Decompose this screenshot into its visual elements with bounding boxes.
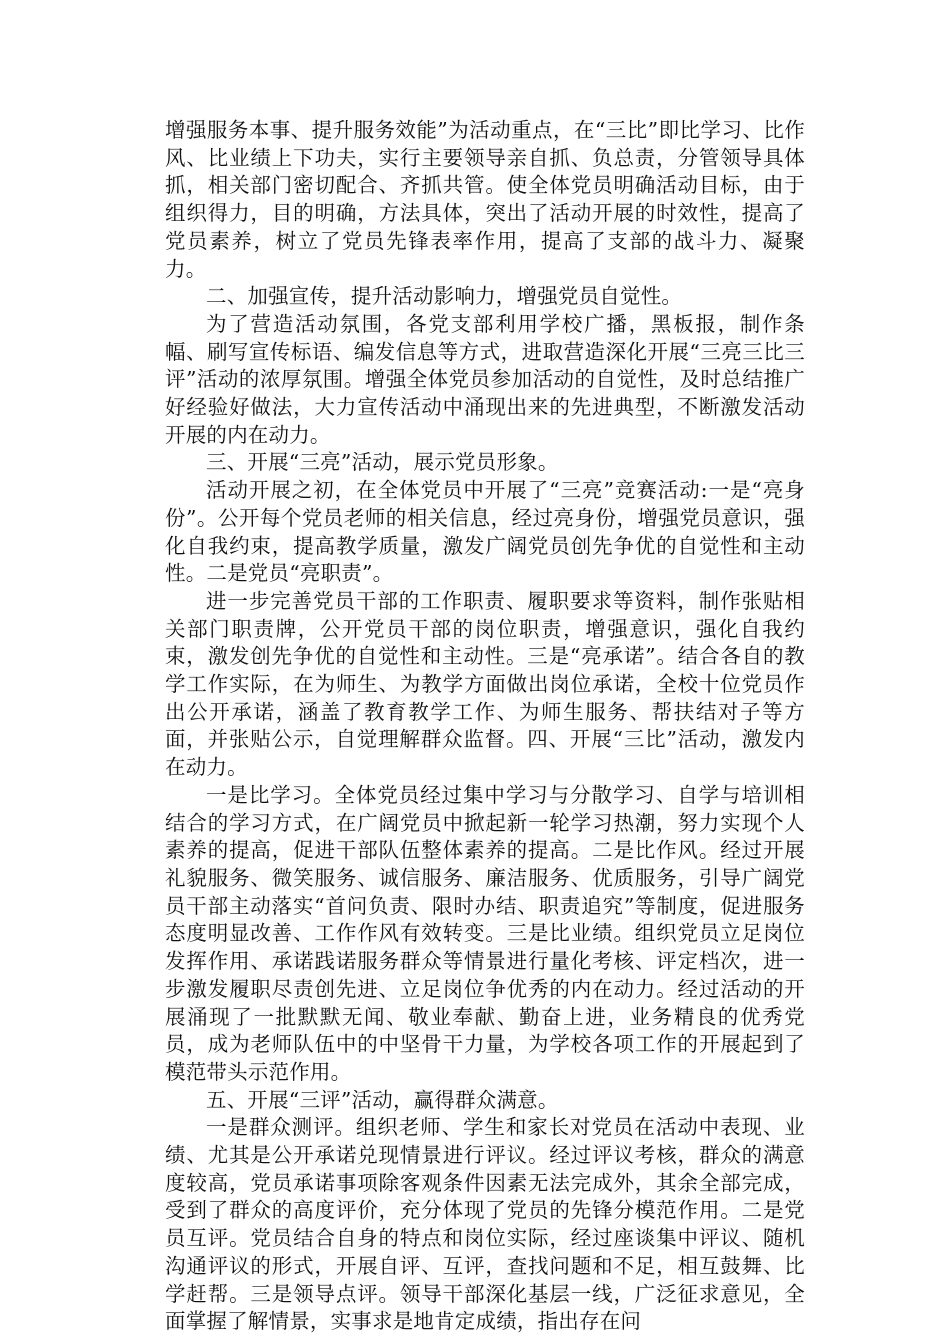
paragraph: 一是比学习。全体党员经过集中学习与分散学习、自学与培训相结合的学习方式，在广阔党员中掀起新一轮学习热潮，努力实现个人素养的提高，促进干部队伍整体素养的提高。二是比作风。经过开展礼貌服务、微笑服务、诚信服务、廉洁服务、优质服务，引导广阔党员干部主动落实“首问负责、限时办结、职责追究”等制度，促进服务态度明显改善、工作作风有效转变。三是比业绩。组织党员立足岗位发挥作用、承诺践诺服务群众等情景进行量化考核、评定档次，进一步激发履职尽责创先进、立足岗位争优秀的内在动力。经过活动的开展涌现了一批默默无闻、敬业奉献、勤奋上进，业务精良的优秀党员，成为老师队伍中的中坚骨干力量，为学校各项工作的开展起到了模范带头示范作用。 — [165, 782, 805, 1084]
section-heading: 二、加强宣传，提升活动影响力，增强党员自觉性。 — [206, 284, 683, 309]
document-body — [165, 117, 805, 1336]
paragraph: 增强服务本事、提升服务效能”为活动重点，在“三比”即比学习、比作风、比业绩上下功夫，实行主要领导亲自抓、负总责，分管领导具体抓，相关部门密切配合、齐抓共管。使全体党员明确活动目标，由于组织得力，目的明确，方法具体，突出了活动开展的时效性，提高了党员素养，树立了党员先锋表率作用，提高了支部的战斗力、凝聚力。 — [165, 118, 805, 281]
paragraph: 一是群众测评。组织老师、学生和家长对党员在活动中表现、业绩、尤其是公开承诺兑现情景进行评议。经过评议考核，群众的满意度较高，党员承诺事项除客观条件因素无法完成外，其余全部完成，受到了群众的高度评价，充分体现了党员的先锋分模范作用。二是党员互评。党员结合自身的特点和岗位实际，经过座谈集中评议、随机沟通评议的形式，开展自评、互评，查找问题和不足，相互鼓舞、比学赶帮。三是领导点评。领导干部深化基层一线，广泛征求意见，全面掌握了解情景，实事求是地肯定成绩，指出存在问 — [165, 1115, 805, 1334]
paragraph: 活动开展之初，在全体党员中开展了“三亮”竞赛活动:一是“亮身份”。公开每个党员老师的相关信息，经过亮身份，增强党员意识，强化自我约束，提高教学质量，激发广阔党员创先争优的自觉性和主动性。二是党员“亮职责”。 — [165, 478, 805, 586]
paragraph: 为了营造活动氛围，各党支部利用学校广播，黑板报，制作条幅、刷写宣传标语、编发信息等方式，进取营造深化开展“三亮三比三评”活动的浓厚氛围。增强全体党员参加活动的自觉性，及时总结推广好经验好做法，大力宣传活动中涌现出来的先进典型，不断激发活动开展的内在动力。 — [165, 311, 805, 447]
paragraph: 进一步完善党员干部的工作职责、履职要求等资料，制作张贴相关部门职责牌，公开党员干部的岗位职责，增强意识，强化自我约束，激发创先争优的自觉性和主动性。三是“亮承诺”。结合各自的教学工作实际，在为师生、为教学方面做出岗位承诺，全校十位党员作出公开承诺，涵盖了教育教学工作、为师生服务、帮扶结对子等方面，并张贴公示，自觉理解群众监督。四、开展“三比”活动，激发内在动力。 — [165, 588, 805, 780]
section-heading: 五、开展“三评”活动，赢得群众满意。 — [206, 1087, 559, 1112]
section-heading: 三、开展“三亮”活动，展示党员形象。 — [206, 450, 559, 475]
